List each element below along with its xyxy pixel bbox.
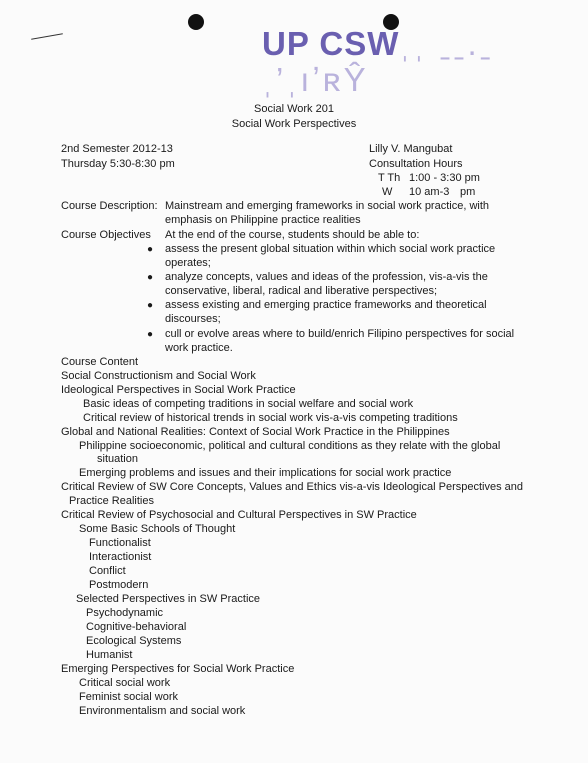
content-topic: Global and National Realities: Context of Social Work Practice in the Philippines bbox=[61, 426, 450, 438]
content-topic: Critical Review of Psychosocial and Cultural Perspectives in SW Practice bbox=[61, 509, 417, 521]
objective-line: assess the present global situation within which social work practice bbox=[165, 243, 496, 255]
library-stamp bbox=[262, 26, 588, 98]
objective-line: discourses; bbox=[165, 313, 221, 325]
course-title: Social Work Perspectives bbox=[231, 118, 357, 130]
content-topic: Emerging Perspectives for Social Work Practice bbox=[61, 663, 295, 675]
description-label: Course Description: bbox=[61, 200, 158, 212]
content-item: Ecological Systems bbox=[86, 635, 182, 647]
punch-hole bbox=[188, 14, 204, 30]
objective-line: operates; bbox=[165, 257, 211, 269]
objective-line: analyze concepts, values and ideas of the profession, vis-a-vis the bbox=[165, 271, 488, 283]
content-item: Functionalist bbox=[89, 537, 151, 549]
objective-line: conservative, liberal, radical and liberative perspectives; bbox=[165, 285, 438, 297]
semester: 2nd Semester 2012-13 bbox=[61, 143, 173, 155]
content-item: Cognitive-behavioral bbox=[86, 621, 187, 633]
course-number: Social Work 201 bbox=[254, 103, 334, 115]
objectives-label: Course Objectives bbox=[61, 229, 151, 241]
content-item: Feminist social work bbox=[79, 691, 179, 703]
content-topic-cont: Practice Realities bbox=[69, 495, 154, 507]
content-subtopic-cont: situation bbox=[97, 453, 138, 465]
consult-days-1: T Th bbox=[378, 172, 401, 184]
objective-line: cull or evolve areas where to build/enrich Filipino perspectives for social bbox=[165, 328, 515, 340]
bullet-icon: ● bbox=[147, 300, 154, 311]
objective-line: assess existing and emerging practice frameworks and theoretical bbox=[165, 299, 487, 311]
content-topic: Critical Review of SW Core Concepts, Values and Ethics vis-a-vis Ideological Perspectives and bbox=[61, 481, 523, 493]
consult-time-1: 1:00 - 3:30 pm bbox=[409, 172, 480, 184]
content-item: Psychodynamic bbox=[86, 607, 164, 619]
instructor-name: Lilly V. Mangubat bbox=[369, 143, 453, 155]
content-subtopic: Some Basic Schools of Thought bbox=[79, 523, 236, 535]
bullet-icon: ● bbox=[147, 272, 154, 283]
schedule: Thursday 5:30-8:30 pm bbox=[61, 158, 175, 170]
library-stamp-faded: ˌˌ ˍˍ.ˍˌ’ˌıʼʀŶ bbox=[262, 25, 494, 98]
content-topic: Social Constructionism and Social Work bbox=[61, 370, 256, 382]
description-line: emphasis on Philippine practice realities bbox=[165, 214, 361, 226]
content-item: Environmentalism and social work bbox=[79, 705, 246, 717]
objectives-intro: At the end of the course, students should be able to: bbox=[165, 229, 420, 241]
consult-days-2: W bbox=[382, 186, 393, 198]
consultation-label: Consultation Hours bbox=[369, 158, 463, 170]
content-subtopic: Emerging problems and issues and their implications for social work practice bbox=[79, 467, 452, 479]
content-subtopic: Basic ideas of competing traditions in social welfare and social work bbox=[83, 398, 414, 410]
bullet-icon: ● bbox=[147, 329, 154, 340]
content-item: Critical social work bbox=[79, 677, 171, 689]
objective-line: work practice. bbox=[165, 342, 233, 354]
content-topic: Ideological Perspectives in Social Work Practice bbox=[61, 384, 296, 396]
content-item: Humanist bbox=[86, 649, 133, 661]
content-subtopic: Critical review of historical trends in social work vis-a-vis competing traditions bbox=[83, 412, 458, 424]
description-line: Mainstream and emerging frameworks in social work practice, with bbox=[165, 200, 490, 212]
library-stamp-strong: UP CSW bbox=[262, 25, 400, 62]
content-heading: Course Content bbox=[61, 356, 139, 368]
content-subtopic: Selected Perspectives in SW Practice bbox=[76, 593, 261, 605]
content-item: Conflict bbox=[89, 565, 126, 577]
content-item: Postmodern bbox=[89, 579, 149, 591]
content-item: Interactionist bbox=[89, 551, 152, 563]
pen-mark bbox=[31, 33, 63, 40]
bullet-icon: ● bbox=[147, 244, 154, 255]
consult-time-2: 10 am-3 bbox=[409, 186, 450, 198]
content-subtopic: Philippine socioeconomic, political and cultural conditions as they relate with the global bbox=[79, 440, 501, 452]
consult-time-2-suffix: pm bbox=[460, 186, 476, 198]
